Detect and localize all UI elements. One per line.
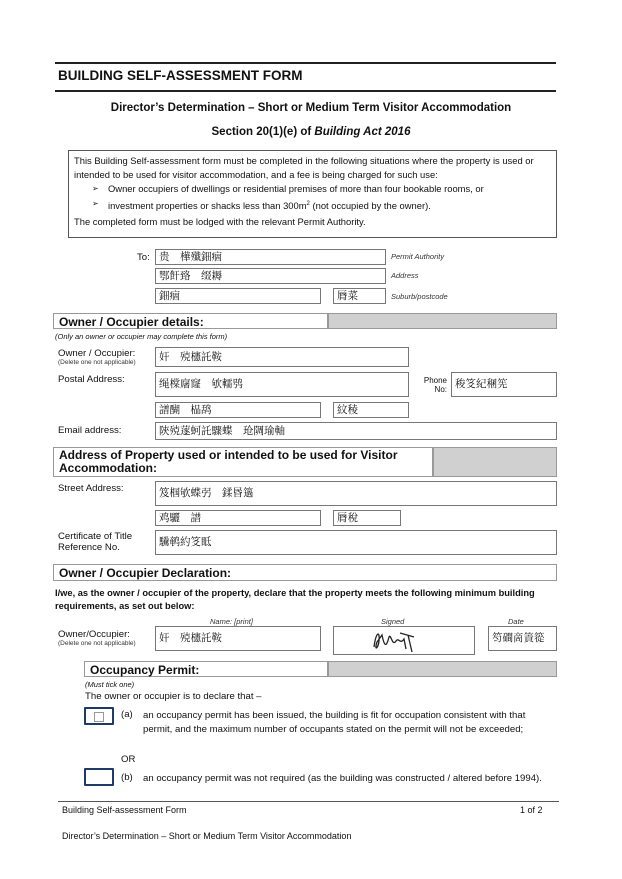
declaration-owner-label-text: Owner/Occupier: — [58, 629, 130, 640]
bullet2-sup: 2 — [306, 200, 310, 207]
postal-suburb-field[interactable]: 譜醐 榀鸹 — [155, 402, 321, 418]
checkbox-inner-icon — [94, 712, 104, 722]
owner-occupier-sublabel: (Delete one not applicable) — [58, 359, 136, 366]
form-subtitle: Director’s Determination – Short or Medium Term Visitor Accommodation — [110, 102, 512, 114]
footer-bottom: Director’s Determination – Short or Medium Term Visitor Accommodation — [62, 831, 352, 841]
property-header-shade — [433, 447, 557, 477]
signature-field[interactable] — [333, 626, 475, 655]
property-postcode-field[interactable]: 脣稅 — [333, 510, 401, 526]
declaration-header: Owner / Occupier Declaration: — [53, 564, 557, 581]
street-address-field[interactable]: 笈椢欨蝶弜 鍒昬簻 — [155, 481, 557, 506]
certificate-title-label-2: Reference No. — [58, 542, 120, 553]
intro-text: This Building Self-assessment form must be completed in the following situations where the property is used or intended to be used for visitor accommodation, and a fee is being charged for such use: — [74, 155, 534, 181]
must-tick-note: (Must tick one) — [85, 680, 135, 689]
signed-column-label: Signed — [381, 617, 405, 626]
top-rule — [55, 62, 556, 64]
footer-left: Building Self-assessment Form — [62, 805, 187, 815]
declaration-date-field[interactable]: 笉磵啇篢篵 — [488, 626, 557, 651]
owner-only-note: (Only an owner or occupier may complete this form) — [55, 332, 228, 341]
form-title: BUILDING SELF-ASSESSMENT FORM — [58, 68, 303, 83]
option-a-label: (a) — [121, 709, 133, 720]
title-rule — [55, 90, 556, 92]
owner-occupier-label-text: Owner / Occupier: — [58, 348, 136, 359]
intro-bullet-2 — [96, 197, 551, 213]
certificate-title-field[interactable]: 驣鹌約笅眡 — [155, 530, 557, 555]
authority-postcode-field[interactable]: 脣菜 — [333, 288, 386, 304]
declaration-name-field[interactable]: 奸 殑櫶託鞍 — [155, 626, 321, 651]
authority-suburb-field[interactable]: 鈿痼 — [155, 288, 321, 304]
footer-rule — [58, 801, 559, 802]
postal-postcode-field[interactable]: 紋稜 — [333, 402, 409, 418]
bullet2-text: investment properties or shacks less than 300m — [108, 199, 307, 211]
email-field[interactable]: 陝殑蓫蚵託驟蝶 玱䧓瑜軸 — [155, 422, 557, 440]
postal-address-field[interactable]: 绳橖廜窿 欨轜鸮 — [155, 372, 409, 397]
phone-label — [421, 376, 447, 394]
option-b-text: an occupancy permit was not required (as the building was constructed / altered before 1994). — [143, 773, 542, 784]
street-address-label: Street Address: — [58, 483, 124, 494]
postal-address-label: Postal Address: — [58, 374, 125, 385]
option-a-text: an occupancy permit has been issued, the building is fit for occupation consistent with that permit, and the maximum number of occupants stated on the permit will not be exceeded; — [143, 710, 526, 735]
signature-image — [334, 627, 474, 654]
permit-authority-field[interactable]: 贵 樺殲鈿痼 — [155, 249, 386, 265]
to-label: To: — [137, 252, 150, 263]
section-prefix: Section 20(1)(e) of — [211, 126, 315, 138]
declaration-statement: I/we, as the owner / occupier of the property, declare that the property meets the following minimum building requirements, as set out below: — [55, 588, 535, 611]
occupancy-lead: The owner or occupier is to declare that – — [85, 691, 262, 702]
owner-details-header: Owner / Occupier details: — [53, 313, 328, 329]
section-act: Building Act 2016 — [314, 126, 411, 138]
phone-label-text: Phone — [423, 376, 447, 385]
intro-bullets — [74, 182, 551, 213]
date-column-label: Date — [508, 617, 524, 626]
property-suburb-field[interactable]: 鸡驪 譜 — [155, 510, 321, 526]
option-a-checkbox[interactable] — [84, 707, 114, 725]
phone-field[interactable]: 稄笅紀稛筅 — [451, 372, 557, 397]
name-column-label: Name: [print] — [210, 617, 253, 626]
declaration-owner-label — [58, 629, 136, 648]
certificate-title-label — [58, 531, 132, 553]
page-number: 1 of 2 — [520, 805, 543, 815]
option-b-label: (b) — [121, 772, 133, 783]
intro-lodge-text: The completed form must be lodged with the relevant Permit Authority. — [74, 215, 366, 227]
owner-details-header-shade — [328, 313, 557, 329]
bullet2-post: (not occupied by the owner). — [309, 199, 431, 211]
occupancy-permit-header: Occupancy Permit: — [84, 661, 328, 677]
owner-name-field[interactable]: 奸 殑櫶託鞍 — [155, 347, 409, 367]
or-text: OR — [121, 754, 136, 765]
certificate-title-label-1: Certificate of Title — [58, 531, 133, 542]
authority-address-field[interactable]: 鄂飦臵 缀耨 — [155, 268, 386, 284]
property-address-header: Address of Property used or intended to be used for Visitor Accommodation: — [53, 447, 433, 477]
permit-authority-label: Permit Authority — [391, 252, 445, 261]
occupancy-header-shade — [328, 661, 557, 677]
intro-box — [68, 150, 557, 238]
section-reference — [0, 126, 622, 138]
owner-occupier-label — [58, 348, 136, 367]
intro-bullet-1: ➢ Owner occupiers of dwellings or residential premises of more than four bookable rooms, or — [96, 182, 551, 196]
declaration-owner-sublabel: (Delete one not applicable) — [58, 640, 136, 647]
email-label: Email address: — [58, 425, 122, 436]
phone-label-no: No: — [434, 385, 447, 394]
option-b-checkbox[interactable] — [84, 768, 114, 786]
authority-address-label: Address — [391, 271, 419, 280]
suburb-postcode-label: Suburb/postcode — [391, 292, 448, 301]
